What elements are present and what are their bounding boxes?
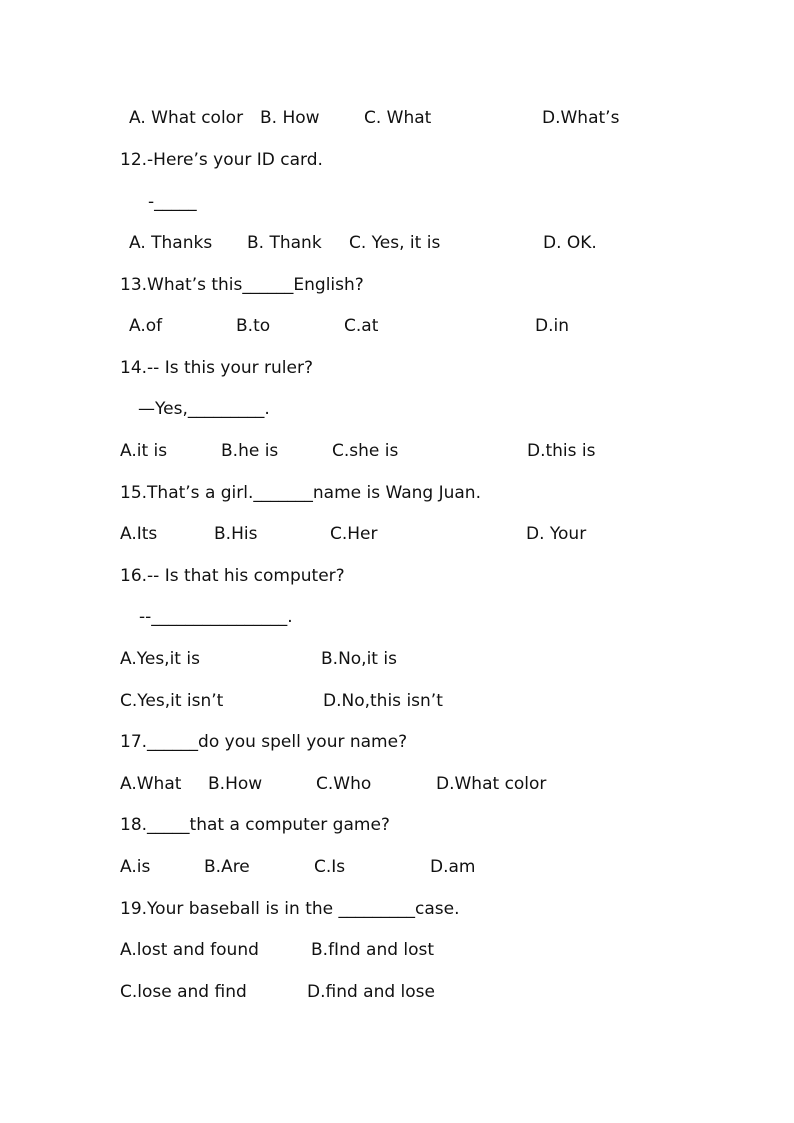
q13-option-a: A.of bbox=[129, 316, 163, 336]
q12-option-a: A. Thanks bbox=[129, 233, 213, 253]
q14-option-c: C.she is bbox=[332, 441, 399, 461]
q15-option-a: A.Its bbox=[120, 524, 158, 544]
q19-option-b: B.fInd and lost bbox=[311, 940, 435, 960]
q16-option-d: D.No,this isn’t bbox=[323, 691, 443, 711]
q14-stem: 14.-- Is this your ruler? bbox=[120, 358, 313, 378]
q16-answer-line: --________________. bbox=[139, 607, 293, 627]
q18-option-a: A.is bbox=[120, 857, 151, 877]
q18-option-d: D.am bbox=[430, 857, 476, 877]
q17-option-a: A.What bbox=[120, 774, 182, 794]
q19-option-d: D.find and lose bbox=[307, 982, 435, 1002]
q17-option-b: B.How bbox=[208, 774, 263, 794]
q19-option-a: A.lost and found bbox=[120, 940, 259, 960]
q17-option-c: C.Who bbox=[316, 774, 372, 794]
q17-stem: 17.______do you spell your name? bbox=[120, 732, 408, 752]
q11-option-b: B. How bbox=[260, 108, 320, 128]
q15-option-c: C.Her bbox=[330, 524, 378, 544]
q11-option-c: C. What bbox=[364, 108, 432, 128]
q13-stem: 13.What’s this______English? bbox=[120, 275, 364, 295]
q19-stem: 19.Your baseball is in the _________case. bbox=[120, 899, 460, 919]
q12-answer-line: -_____ bbox=[148, 192, 197, 212]
q14-answer-line: —Yes,_________. bbox=[138, 399, 270, 419]
q14-option-a: A.it is bbox=[120, 441, 168, 461]
q16-option-c: C.Yes,it isn’t bbox=[120, 691, 224, 711]
q12-stem: 12.-Here’s your ID card. bbox=[120, 150, 323, 170]
q15-option-b: B.His bbox=[214, 524, 258, 544]
q14-option-b: B.he is bbox=[221, 441, 279, 461]
q11-option-d: D.What’s bbox=[542, 108, 620, 128]
q19-option-c: C.lose and find bbox=[120, 982, 247, 1002]
q18-stem: 18._____that a computer game? bbox=[120, 815, 390, 835]
q18-option-b: B.Are bbox=[204, 857, 250, 877]
q16-option-a: A.Yes,it is bbox=[120, 649, 200, 669]
q15-stem: 15.That’s a girl._______name is Wang Juan. bbox=[120, 483, 481, 503]
q12-option-d: D. OK. bbox=[543, 233, 597, 253]
q16-stem: 16.-- Is that his computer? bbox=[120, 566, 345, 586]
q18-option-c: C.Is bbox=[314, 857, 346, 877]
q12-option-c: C. Yes, it is bbox=[349, 233, 441, 253]
q17-option-d: D.What color bbox=[436, 774, 547, 794]
q13-option-b: B.to bbox=[236, 316, 271, 336]
q14-option-d: D.this is bbox=[527, 441, 596, 461]
q13-option-d: D.in bbox=[535, 316, 569, 336]
q12-option-b: B. Thank bbox=[247, 233, 322, 253]
q11-option-a: A. What color bbox=[129, 108, 244, 128]
q13-option-c: C.at bbox=[344, 316, 379, 336]
q16-option-b: B.No,it is bbox=[321, 649, 397, 669]
q15-option-d: D. Your bbox=[526, 524, 587, 544]
